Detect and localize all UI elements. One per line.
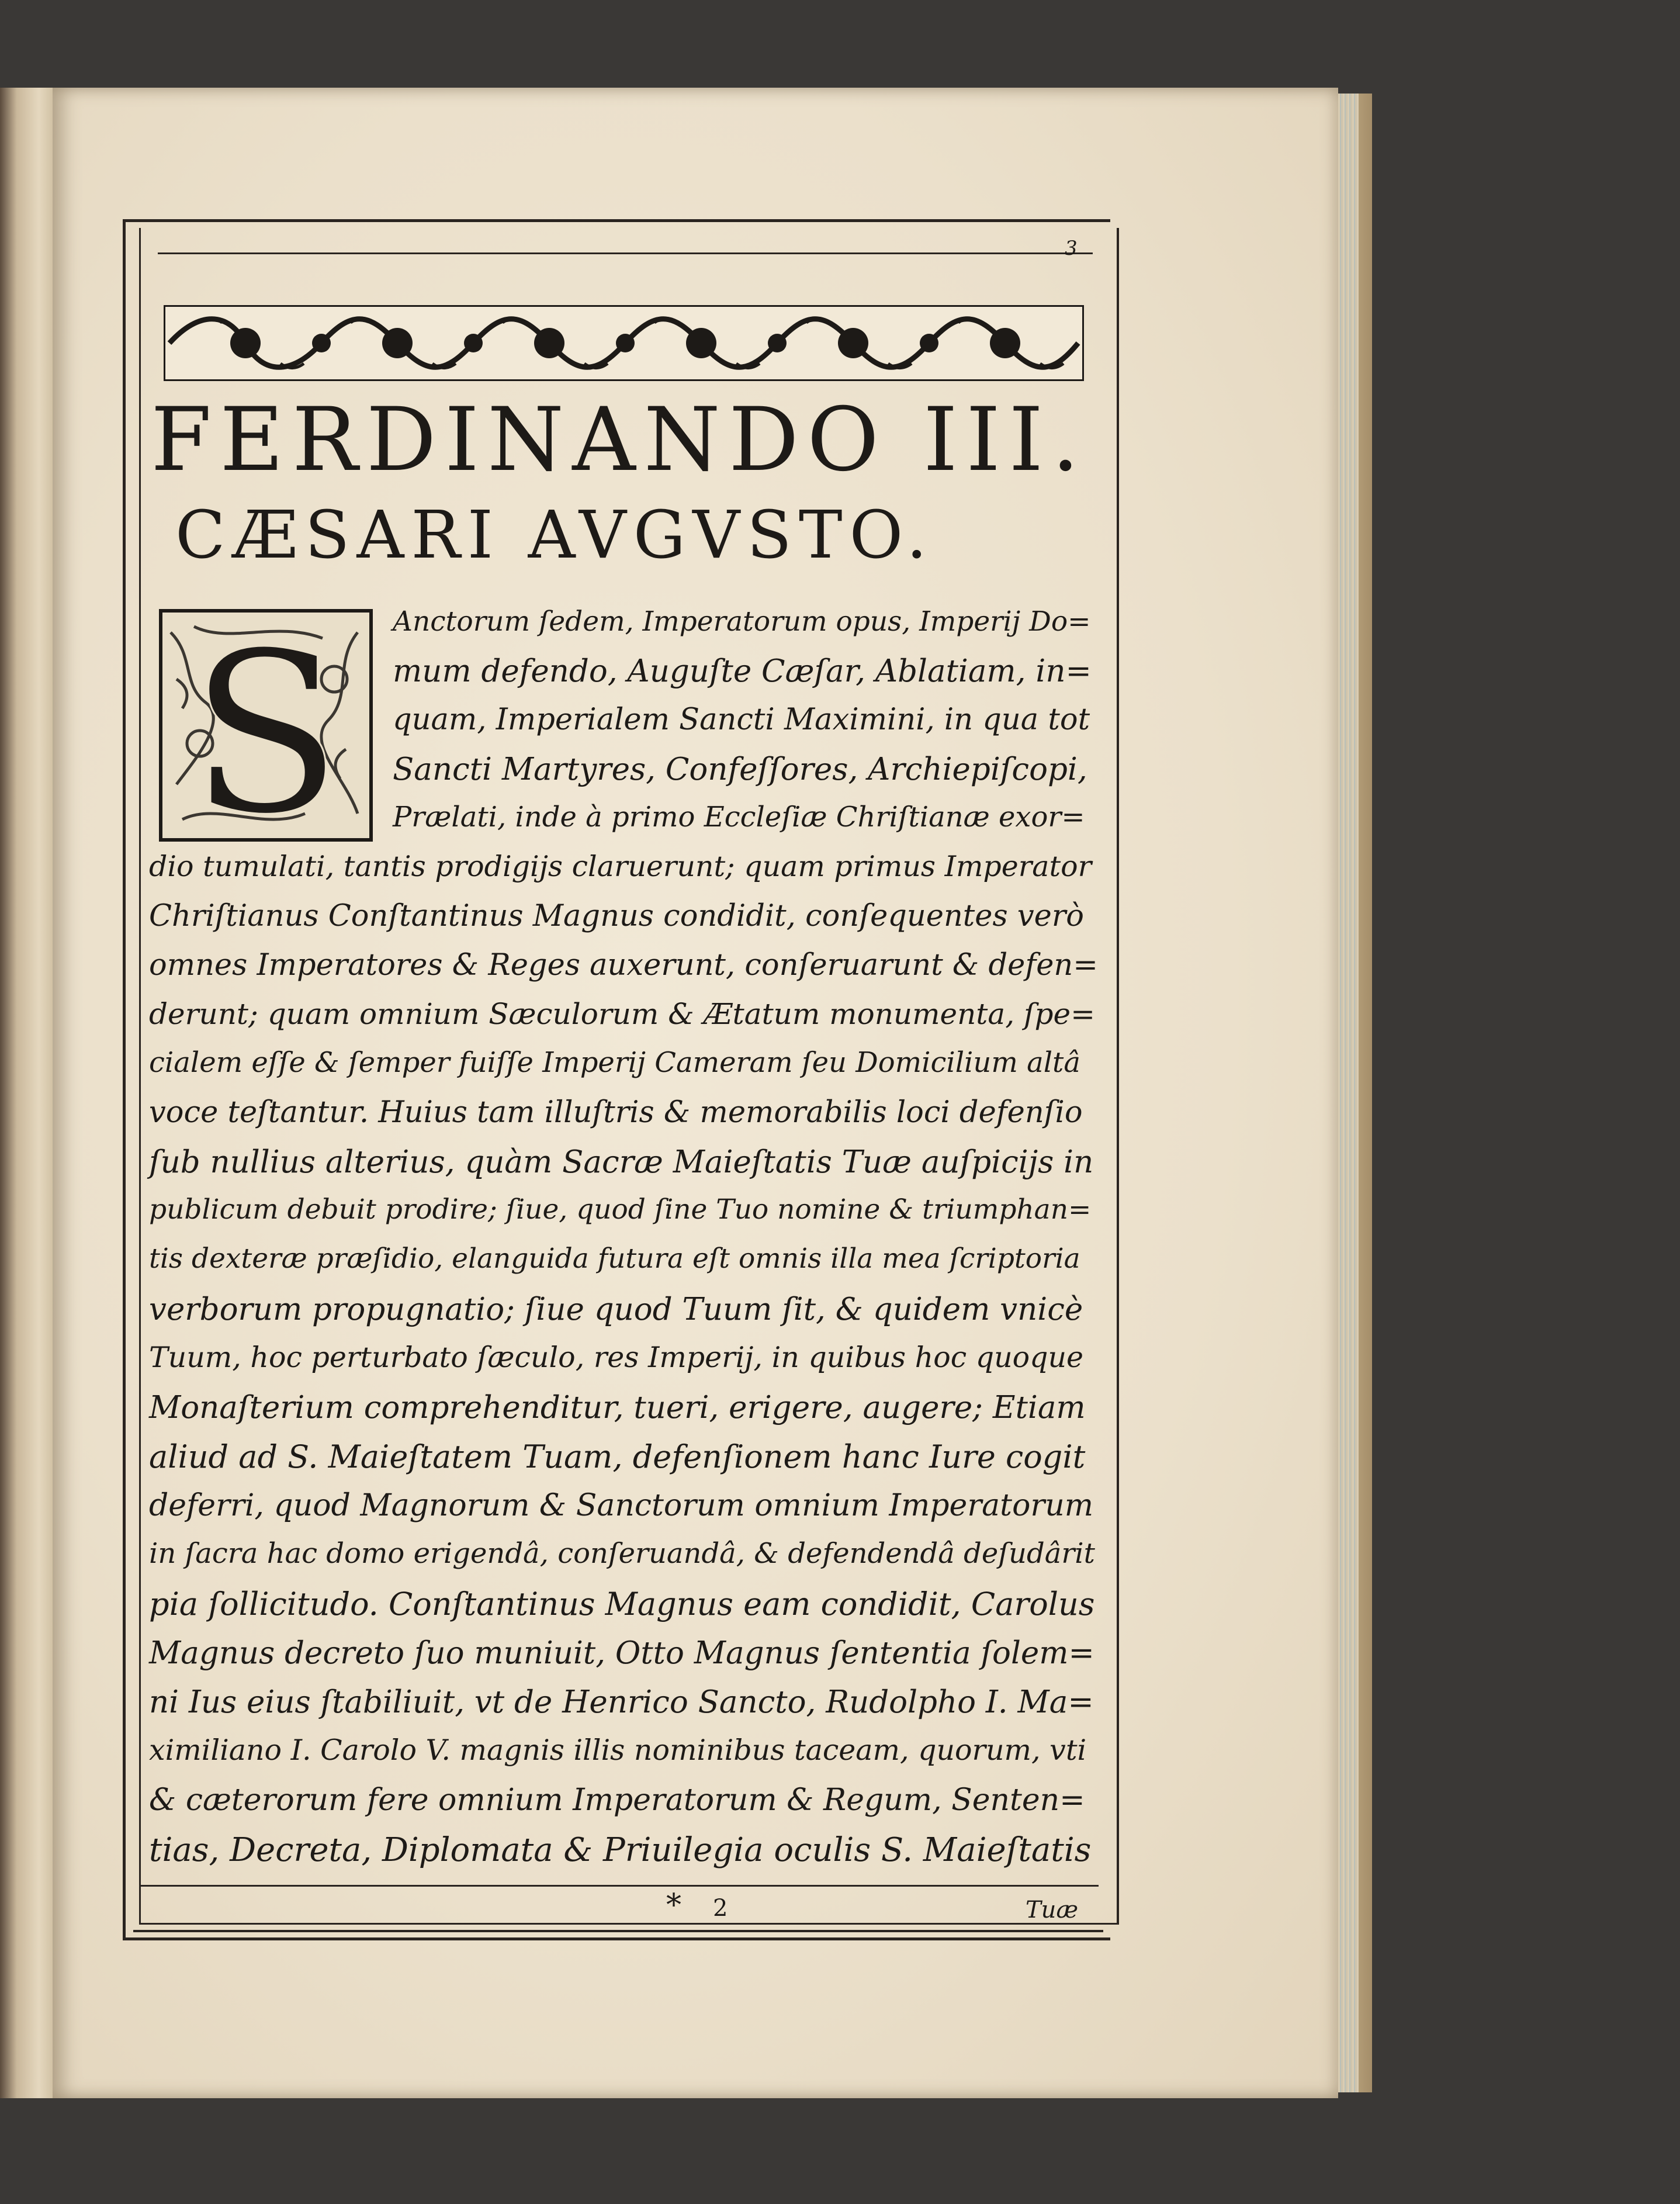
initial-letter: S — [189, 609, 342, 842]
text-line: derunt; quam omnium Sæculorum & Ætatum monumenta, ſpe= — [149, 997, 1095, 1031]
text-line: aliud ad S. Maieſtatem Tuam, defenſionem hanc Iure cogit — [149, 1438, 1086, 1475]
text-line: quam, Imperialem Sancti Maximini, in qua tot — [393, 703, 1090, 737]
text-line: omnes Imperatores & Reges auxerunt, conſeruarunt & defen= — [149, 948, 1098, 982]
text-line: Tuum, hoc perturbato ſæculo, res Imperij, in quibus hoc quoque — [149, 1341, 1084, 1374]
text-line: publicum debuit prodire; ſiue, quod ſine Tuo nomine & triumphan= — [149, 1193, 1092, 1226]
text-line: ſub nullius alterius, quàm Sacræ Maieſtatis Tuæ auſpicijs in — [149, 1144, 1094, 1180]
text-line: Chriſtianus Conſtantinus Magnus condidit, conſequentes verò — [149, 899, 1084, 933]
text-line: in ſacra hac domo erigendâ, conſeruandâ, & defendendâ deſudârit — [149, 1537, 1095, 1570]
catchword: Tuæ — [1026, 1897, 1079, 1923]
top-rule — [158, 252, 1093, 254]
folio-number: 3 — [1065, 237, 1078, 260]
text-line: Magnus decreto ſuo muniuit, Otto Magnus ſententia ſolem= — [149, 1635, 1094, 1671]
decorated-initial — [159, 609, 373, 842]
text-line: deferri, quod Magnorum & Sanctorum omnium Imperatorum — [149, 1488, 1094, 1523]
bottom-rule — [140, 1885, 1099, 1887]
text-line: cialem eſſe & ſemper fuiſſe Imperij Cameram ſeu Domicilium altâ — [149, 1046, 1080, 1079]
text-line: & cæterorum fere omnium Imperatorum & Regum, Senten= — [149, 1783, 1085, 1818]
signature-number: 2 — [713, 1895, 728, 1922]
text-line: ni Ius eius ſtabiliuit, vt de Henrico Sancto, Rudolpho I. Ma= — [149, 1684, 1094, 1720]
text-line: Monaſterium comprehenditur, tueri, erigere, augere; Etiam — [149, 1390, 1086, 1425]
text-line: dio tumulati, tantis prodigijs claruerunt; quam primus Imperator — [149, 850, 1092, 883]
title-line-1: FERDINANDO III. — [151, 389, 1088, 491]
text-line: voce teſtantur. Huius tam illuſtris & memorabilis loci defenſio — [149, 1095, 1083, 1130]
text-line: Anctorum ſedem, Imperatorum opus, Imperij Do= — [393, 606, 1091, 638]
title-line-2: CÆSARI AVGVSTO. — [175, 497, 934, 573]
bottom-rule-outer — [133, 1930, 1103, 1932]
book-spine-left — [0, 88, 56, 2098]
text-line: Sancti Martyres, Confeſſores, Archiepiſcopi, — [393, 752, 1087, 787]
text-line: mum defendo, Auguſte Cæſar, Ablatiam, in= — [393, 653, 1092, 689]
text-line: tis dexteræ præſidio, elanguida futura eſt omnis illa mea ſcriptoria — [149, 1243, 1080, 1275]
text-line: pia ſollicitudo. Conſtantinus Magnus eam condidit, Carolus — [149, 1586, 1095, 1622]
headpiece-ornament — [164, 305, 1084, 381]
text-line: ximiliano I. Carolo V. magnis illis nominibus taceam, quorum, vti — [149, 1734, 1087, 1767]
signature-mark: * — [666, 1888, 681, 1923]
text-line: tias, Decreta, Diplomata & Priuilegia oculis S. Maieſtatis — [149, 1831, 1092, 1869]
text-line: Prælati, inde à primo Eccleſiæ Chriſtianæ exor= — [393, 801, 1085, 833]
text-line: verborum propugnatio; ſiue quod Tuum ſit, & quidem vnicè — [149, 1292, 1083, 1327]
